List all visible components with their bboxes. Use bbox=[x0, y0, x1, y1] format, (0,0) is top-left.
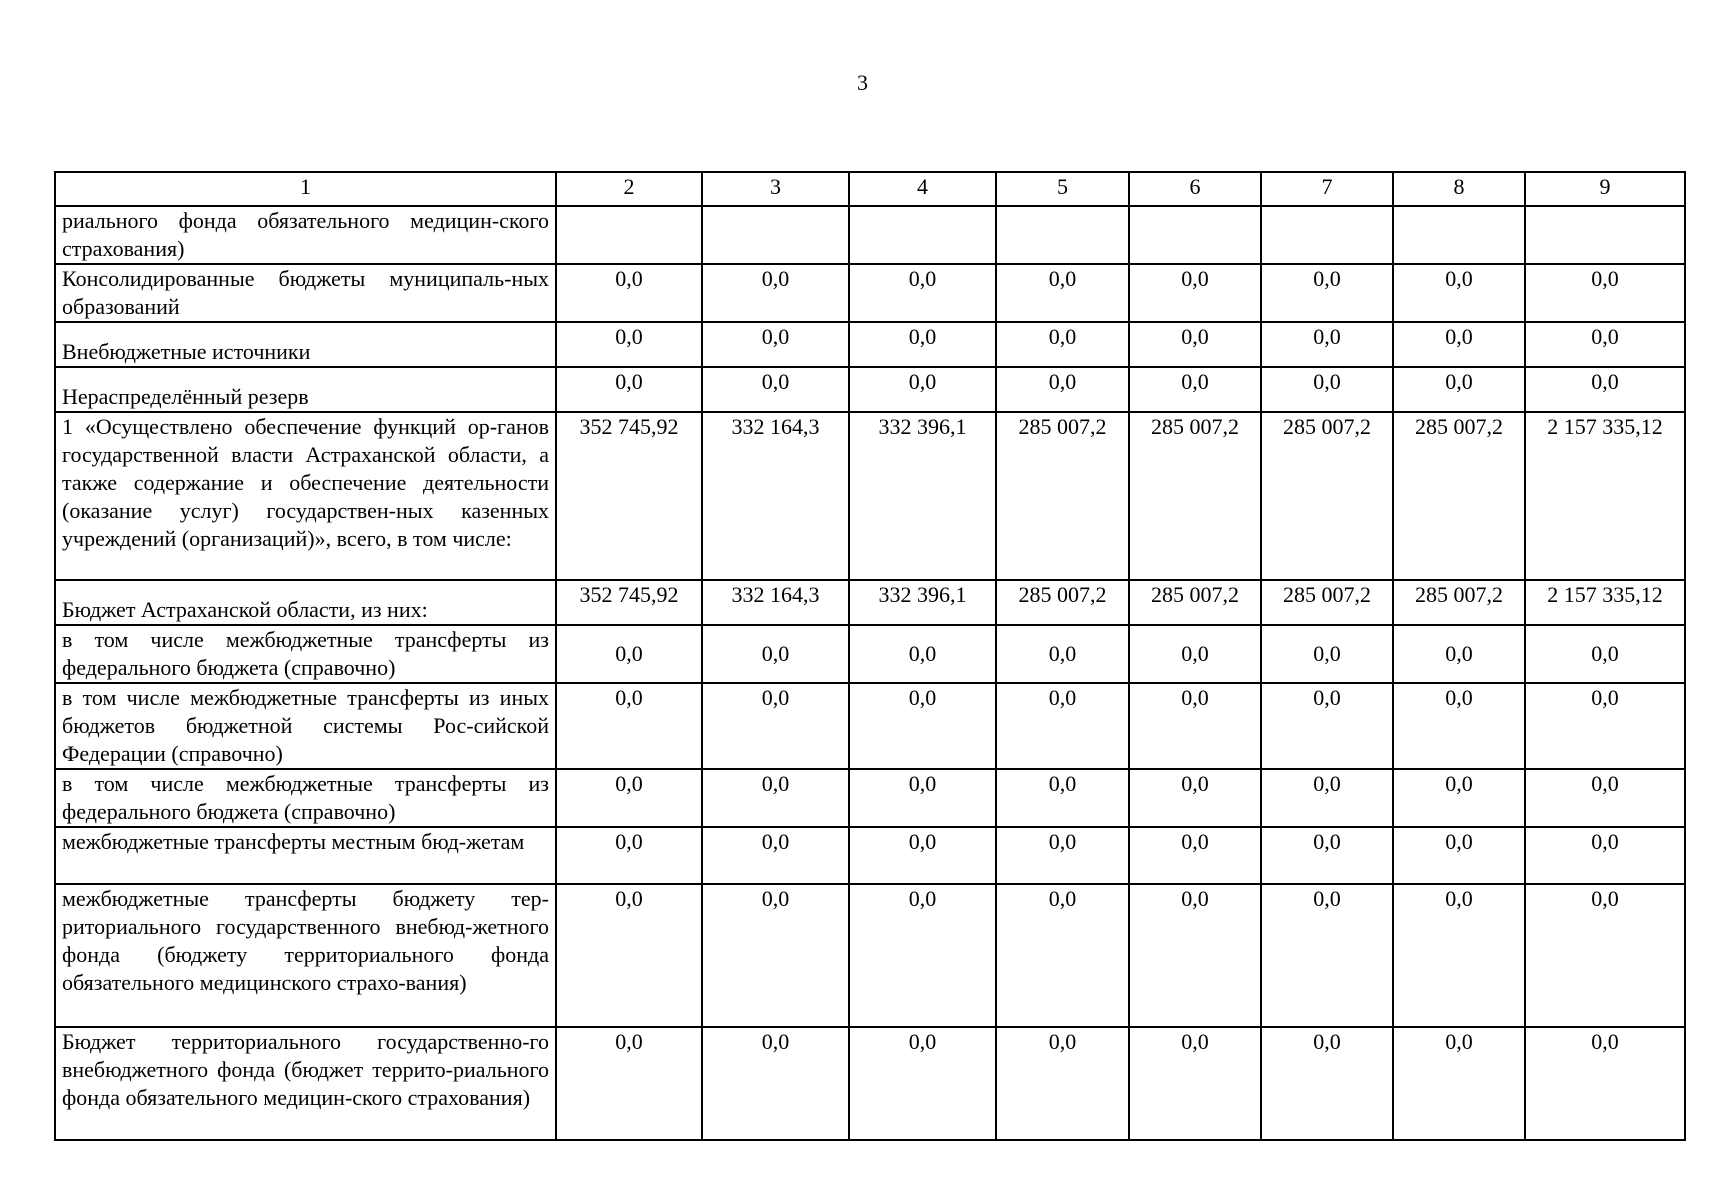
cell-value: 0,0 bbox=[849, 1027, 996, 1140]
cell-value: 0,0 bbox=[1525, 683, 1685, 769]
cell-value bbox=[1393, 206, 1525, 264]
cell-value: 0,0 bbox=[1129, 827, 1261, 884]
row-label: Бюджет территориального государственно-го внебюджетного фонда (бюджет террито-риального фонда обязательного медицин-ского страхования) bbox=[55, 1027, 556, 1140]
row-label: в том числе межбюджетные трансферты из иных бюджетов бюджетной системы Рос-сийской Федерации (справочно) bbox=[55, 683, 556, 769]
cell-value: 2 157 335,12 bbox=[1525, 580, 1685, 625]
cell-value: 0,0 bbox=[849, 683, 996, 769]
cell-value: 0,0 bbox=[996, 683, 1129, 769]
cell-value: 0,0 bbox=[1261, 367, 1393, 412]
table-row bbox=[55, 580, 1685, 625]
cell-value bbox=[556, 206, 702, 264]
table-row bbox=[55, 322, 1685, 367]
cell-value: 285 007,2 bbox=[1129, 412, 1261, 580]
cell-value: 0,0 bbox=[849, 322, 996, 367]
cell-value: 0,0 bbox=[556, 769, 702, 827]
cell-value: 0,0 bbox=[1261, 769, 1393, 827]
cell-value: 0,0 bbox=[556, 625, 702, 683]
row-label: в том числе межбюджетные трансферты из федерального бюджета (справочно) bbox=[55, 625, 556, 683]
cell-value: 2 157 335,12 bbox=[1525, 412, 1685, 580]
row-label: Бюджет Астраханской области, из них: bbox=[55, 580, 556, 625]
cell-value: 285 007,2 bbox=[1129, 580, 1261, 625]
cell-value: 0,0 bbox=[556, 827, 702, 884]
cell-value: 0,0 bbox=[1525, 827, 1685, 884]
column-header: 8 bbox=[1393, 172, 1525, 206]
cell-value: 0,0 bbox=[1393, 264, 1525, 322]
cell-value: 0,0 bbox=[702, 769, 849, 827]
cell-value: 285 007,2 bbox=[1261, 580, 1393, 625]
table-row bbox=[55, 827, 1685, 884]
cell-value: 0,0 bbox=[996, 769, 1129, 827]
cell-value: 0,0 bbox=[996, 322, 1129, 367]
row-label: Консолидированные бюджеты муниципаль-ных образований bbox=[55, 264, 556, 322]
cell-value: 0,0 bbox=[1525, 884, 1685, 1027]
cell-value: 0,0 bbox=[1129, 264, 1261, 322]
column-header: 3 bbox=[702, 172, 849, 206]
row-label: риального фонда обязательного медицин-ского страхования) bbox=[55, 206, 556, 264]
column-header: 2 bbox=[556, 172, 702, 206]
cell-value: 332 396,1 bbox=[849, 412, 996, 580]
cell-value: 0,0 bbox=[1129, 367, 1261, 412]
table-row bbox=[55, 367, 1685, 412]
cell-value: 0,0 bbox=[1261, 884, 1393, 1027]
cell-value: 285 007,2 bbox=[996, 412, 1129, 580]
cell-value bbox=[849, 206, 996, 264]
column-header: 9 bbox=[1525, 172, 1685, 206]
cell-value: 0,0 bbox=[1525, 322, 1685, 367]
cell-value bbox=[1129, 206, 1261, 264]
cell-value: 0,0 bbox=[996, 367, 1129, 412]
cell-value: 0,0 bbox=[1393, 322, 1525, 367]
cell-value: 0,0 bbox=[1261, 1027, 1393, 1140]
cell-value: 0,0 bbox=[702, 322, 849, 367]
column-number-row bbox=[55, 172, 1685, 206]
row-label: 1 «Осуществлено обеспечение функций ор-ганов государственной власти Астраханской области, а также содержание и обеспечение деятельности (оказание услуг) государствен-ных казенных учреждений (организаций)», всего, в том числе: bbox=[55, 412, 556, 580]
cell-value: 0,0 bbox=[1525, 1027, 1685, 1140]
cell-value: 0,0 bbox=[849, 264, 996, 322]
cell-value: 0,0 bbox=[702, 683, 849, 769]
cell-value: 0,0 bbox=[1129, 625, 1261, 683]
cell-value: 0,0 bbox=[1129, 884, 1261, 1027]
cell-value: 0,0 bbox=[996, 1027, 1129, 1140]
column-header: 7 bbox=[1261, 172, 1393, 206]
cell-value bbox=[702, 206, 849, 264]
table-row bbox=[55, 769, 1685, 827]
column-header: 5 bbox=[996, 172, 1129, 206]
cell-value: 285 007,2 bbox=[1261, 412, 1393, 580]
cell-value: 0,0 bbox=[1393, 367, 1525, 412]
cell-value bbox=[1261, 206, 1393, 264]
cell-value: 0,0 bbox=[1525, 367, 1685, 412]
cell-value: 0,0 bbox=[1393, 769, 1525, 827]
cell-value: 332 396,1 bbox=[849, 580, 996, 625]
cell-value: 0,0 bbox=[849, 827, 996, 884]
cell-value: 0,0 bbox=[1261, 625, 1393, 683]
cell-value: 0,0 bbox=[1261, 322, 1393, 367]
table-row bbox=[55, 625, 1685, 683]
cell-value: 0,0 bbox=[702, 827, 849, 884]
cell-value: 0,0 bbox=[1525, 625, 1685, 683]
cell-value: 285 007,2 bbox=[1393, 412, 1525, 580]
cell-value: 0,0 bbox=[1129, 683, 1261, 769]
cell-value: 0,0 bbox=[556, 884, 702, 1027]
row-label: Нераспределённый резерв bbox=[55, 367, 556, 412]
cell-value: 0,0 bbox=[1393, 625, 1525, 683]
cell-value: 0,0 bbox=[849, 884, 996, 1027]
cell-value: 0,0 bbox=[1129, 322, 1261, 367]
cell-value: 285 007,2 bbox=[1393, 580, 1525, 625]
cell-value: 0,0 bbox=[996, 827, 1129, 884]
cell-value: 285 007,2 bbox=[996, 580, 1129, 625]
table-row bbox=[55, 264, 1685, 322]
cell-value: 0,0 bbox=[996, 884, 1129, 1027]
cell-value: 0,0 bbox=[1525, 264, 1685, 322]
table-row bbox=[55, 206, 1685, 264]
cell-value: 0,0 bbox=[996, 625, 1129, 683]
row-label: в том числе межбюджетные трансферты из федерального бюджета (справочно) bbox=[55, 769, 556, 827]
column-header: 6 bbox=[1129, 172, 1261, 206]
cell-value: 0,0 bbox=[1129, 769, 1261, 827]
cell-value: 352 745,92 bbox=[556, 412, 702, 580]
cell-value: 0,0 bbox=[1393, 827, 1525, 884]
cell-value: 0,0 bbox=[849, 367, 996, 412]
cell-value: 0,0 bbox=[556, 322, 702, 367]
row-label: межбюджетные трансферты бюджету тер-риториального государственного внебюд-жетного фонда (бюджету территориального фонда обязательного медицинского страхо-вания) bbox=[55, 884, 556, 1027]
cell-value: 0,0 bbox=[1129, 1027, 1261, 1140]
cell-value: 0,0 bbox=[702, 367, 849, 412]
cell-value bbox=[1525, 206, 1685, 264]
cell-value: 0,0 bbox=[1393, 1027, 1525, 1140]
cell-value: 0,0 bbox=[556, 367, 702, 412]
table-row bbox=[55, 412, 1685, 580]
cell-value: 0,0 bbox=[1261, 683, 1393, 769]
cell-value: 332 164,3 bbox=[702, 412, 849, 580]
page-number: 3 bbox=[857, 70, 868, 95]
cell-value: 0,0 bbox=[1261, 827, 1393, 884]
row-label: межбюджетные трансферты местным бюд-жетам bbox=[55, 827, 556, 884]
column-header: 1 bbox=[55, 172, 556, 206]
cell-value: 0,0 bbox=[702, 1027, 849, 1140]
table-row bbox=[55, 683, 1685, 769]
column-header: 4 bbox=[849, 172, 996, 206]
cell-value: 0,0 bbox=[1393, 683, 1525, 769]
cell-value: 0,0 bbox=[702, 884, 849, 1027]
row-label: Внебюджетные источники bbox=[55, 322, 556, 367]
cell-value: 0,0 bbox=[849, 769, 996, 827]
cell-value: 0,0 bbox=[556, 683, 702, 769]
cell-value: 352 745,92 bbox=[556, 580, 702, 625]
cell-value bbox=[996, 206, 1129, 264]
cell-value: 0,0 bbox=[1393, 884, 1525, 1027]
table-row bbox=[55, 1027, 1685, 1140]
budget-table bbox=[54, 171, 1686, 1141]
cell-value: 0,0 bbox=[1261, 264, 1393, 322]
cell-value: 0,0 bbox=[702, 264, 849, 322]
cell-value: 0,0 bbox=[1525, 769, 1685, 827]
cell-value: 332 164,3 bbox=[702, 580, 849, 625]
cell-value: 0,0 bbox=[996, 264, 1129, 322]
cell-value: 0,0 bbox=[556, 264, 702, 322]
cell-value: 0,0 bbox=[556, 1027, 702, 1140]
table-row bbox=[55, 884, 1685, 1027]
cell-value: 0,0 bbox=[849, 625, 996, 683]
cell-value: 0,0 bbox=[702, 625, 849, 683]
